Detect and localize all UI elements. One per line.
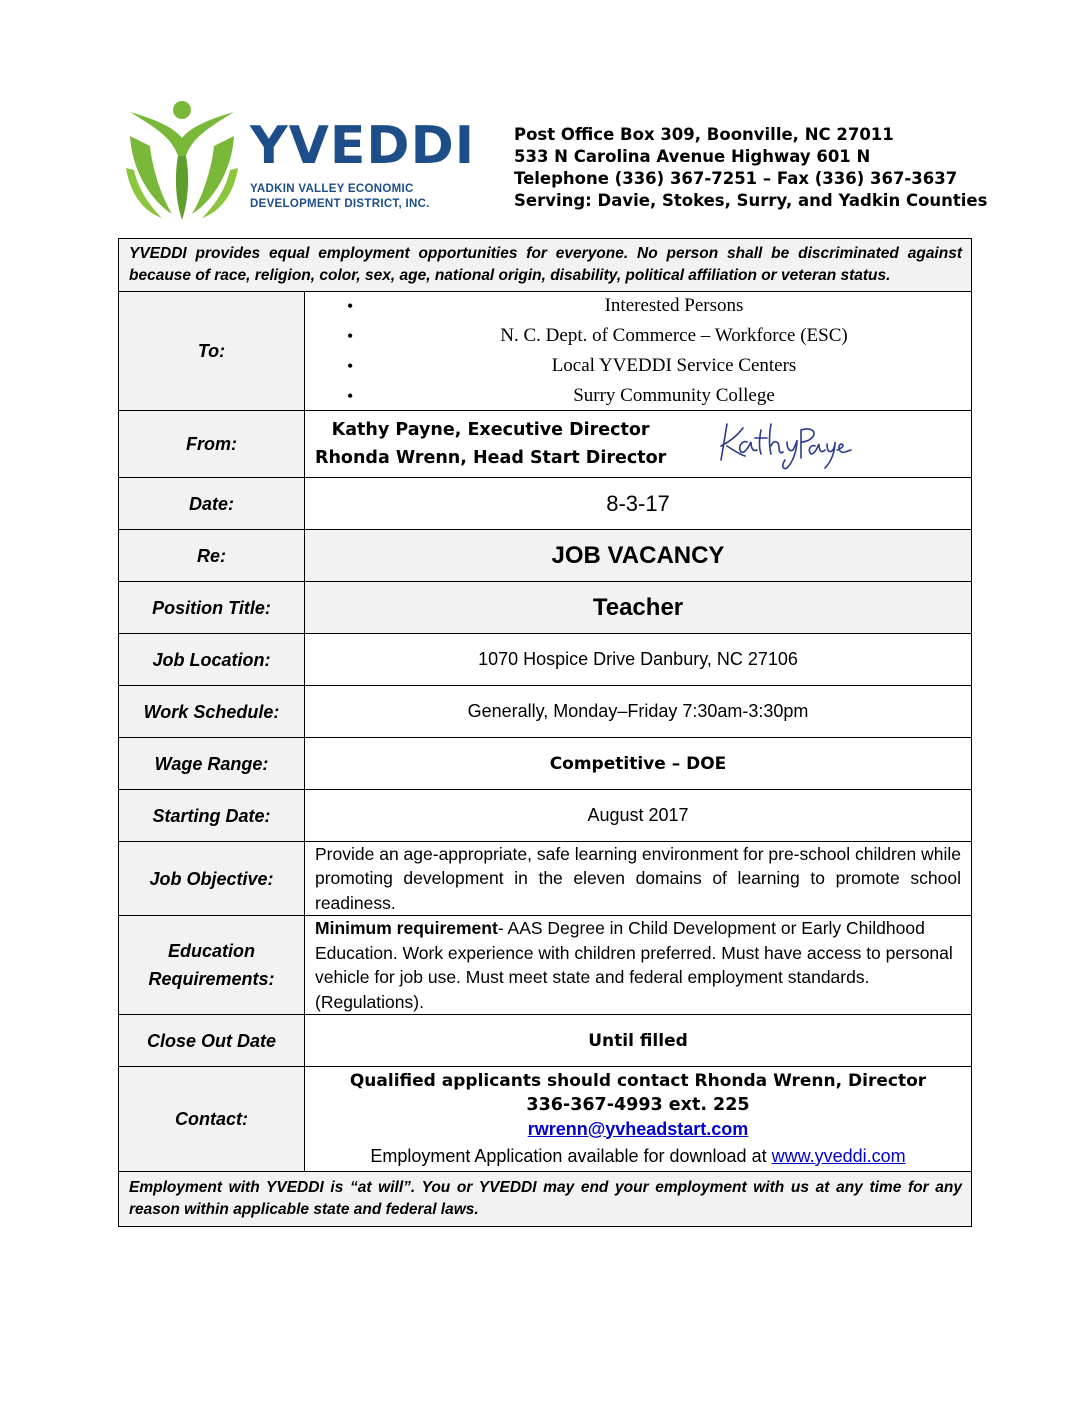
- row-objective: [119, 841, 971, 915]
- contact-label: Contact:: [119, 1067, 305, 1171]
- row-starting-date: [119, 789, 971, 841]
- from-value: [305, 411, 971, 477]
- objective-label: Job Objective:: [119, 842, 305, 915]
- row-to: [119, 291, 971, 410]
- to-label: To:: [119, 292, 305, 410]
- education-label-line2: Requirements:: [148, 969, 275, 989]
- from-line1: Kathy Payne, Executive Director: [331, 420, 650, 440]
- list-item: • N. C. Dept. of Commerce – Workforce (ESC): [347, 321, 971, 351]
- closeout-label: Close Out Date: [119, 1015, 305, 1066]
- date-label: Date:: [119, 478, 305, 529]
- application-text: Employment Application available for download at: [370, 1145, 772, 1166]
- equal-opportunity-notice: [119, 239, 971, 291]
- to-value: [305, 292, 971, 410]
- re-value: JOB VACANCY: [305, 530, 971, 581]
- list-item: • Interested Persons: [347, 291, 971, 321]
- telephone-line: Telephone (336) 367-7251 – Fax (336) 367-3637: [514, 169, 958, 188]
- row-schedule: [119, 685, 971, 737]
- row-date: [119, 477, 971, 529]
- location-label: Job Location:: [119, 634, 305, 685]
- row-education: [119, 915, 971, 1014]
- education-text: - AAS Degree in Child Development or Early Childhood Education. Work experience with children preferred. Must have access to personal vehicle for job use. Must meet state and federal employment standards. (Regulations).: [315, 918, 953, 1012]
- schedule-value: Generally, Monday–Friday 7:30am-3:30pm: [467, 701, 809, 721]
- yveddi-logo: [126, 98, 476, 224]
- serving-line: Serving: Davie, Stokes, Surry, and Yadkin Counties: [514, 191, 988, 210]
- list-item: • Surry Community College: [347, 381, 971, 411]
- starting-label: Starting Date:: [119, 790, 305, 841]
- location-value: 1070 Hospice Drive Danbury, NC 27106: [478, 649, 798, 669]
- education-label: [119, 916, 305, 1014]
- position-value: Teacher: [305, 582, 971, 633]
- logo-subtitle: [250, 182, 430, 212]
- logo-subtitle-line1: YADKIN VALLEY ECONOMIC: [250, 183, 414, 195]
- website-link[interactable]: www.yveddi.com: [771, 1145, 906, 1166]
- from-label: From:: [119, 411, 305, 477]
- contact-line: Qualified applicants should contact Rhonda Wrenn, Director: [349, 1070, 927, 1091]
- row-location: [119, 633, 971, 685]
- date-value: 8-3-17: [606, 490, 670, 516]
- address-line2: 533 N Carolina Avenue Highway 601 N: [514, 147, 871, 166]
- re-label: Re:: [119, 530, 305, 581]
- footer-line2: reason within applicable state and federal laws.: [129, 1201, 479, 1218]
- wage-label: Wage Range:: [119, 738, 305, 789]
- schedule-label: Work Schedule:: [119, 686, 305, 737]
- notice-line1: YVEDDI provides equal employment opportunities for everyone. No person shall be discriminated against: [129, 245, 962, 262]
- footer-line1: Employment with YVEDDI is “at will”. You or YVEDDI may end your employment with us at any time for any: [129, 1179, 962, 1196]
- education-value: [305, 916, 971, 1014]
- education-lead: Minimum requirement: [315, 918, 498, 938]
- closeout-value: Until filled: [588, 1030, 688, 1051]
- position-label: Position Title:: [119, 582, 305, 633]
- starting-value: August 2017: [587, 805, 689, 825]
- row-wage: [119, 737, 971, 789]
- logo-figure-icon: [126, 98, 250, 224]
- logo-name: YVEDDI: [250, 116, 476, 176]
- recipient-list: [305, 291, 971, 411]
- objective-text: Provide an age-appropriate, safe learning environment for pre-school children while promoting development in the eleven domains of learning to promote school readiness.: [315, 843, 961, 913]
- contact-value: [305, 1067, 971, 1171]
- address-block: [514, 124, 987, 212]
- objective-value: [305, 842, 971, 915]
- from-line2: Rhonda Wrenn, Head Start Director: [315, 448, 667, 468]
- row-closeout: [119, 1014, 971, 1066]
- row-contact: [119, 1066, 971, 1171]
- list-item: • Local YVEDDI Service Centers: [347, 351, 971, 381]
- contact-email-link[interactable]: rwrenn@yvheadstart.com: [527, 1118, 749, 1139]
- address-line1: Post Office Box 309, Boonville, NC 27011: [514, 125, 894, 144]
- education-label-line1: Education: [167, 941, 255, 961]
- logo-subtitle-line2: DEVELOPMENT DISTRICT, INC.: [250, 198, 430, 210]
- at-will-notice: [119, 1171, 971, 1226]
- row-re: [119, 529, 971, 581]
- wage-value: Competitive – DOE: [549, 753, 727, 774]
- job-vacancy-table: [118, 238, 972, 1227]
- notice-line2: because of race, religion, color, sex, age, national origin, disability, political affiliation or veteran status.: [129, 267, 891, 284]
- signature-icon: [717, 416, 852, 474]
- row-from: [119, 410, 971, 477]
- row-position: [119, 581, 971, 633]
- contact-phone: 336-367-4993 ext. 225: [526, 1094, 750, 1115]
